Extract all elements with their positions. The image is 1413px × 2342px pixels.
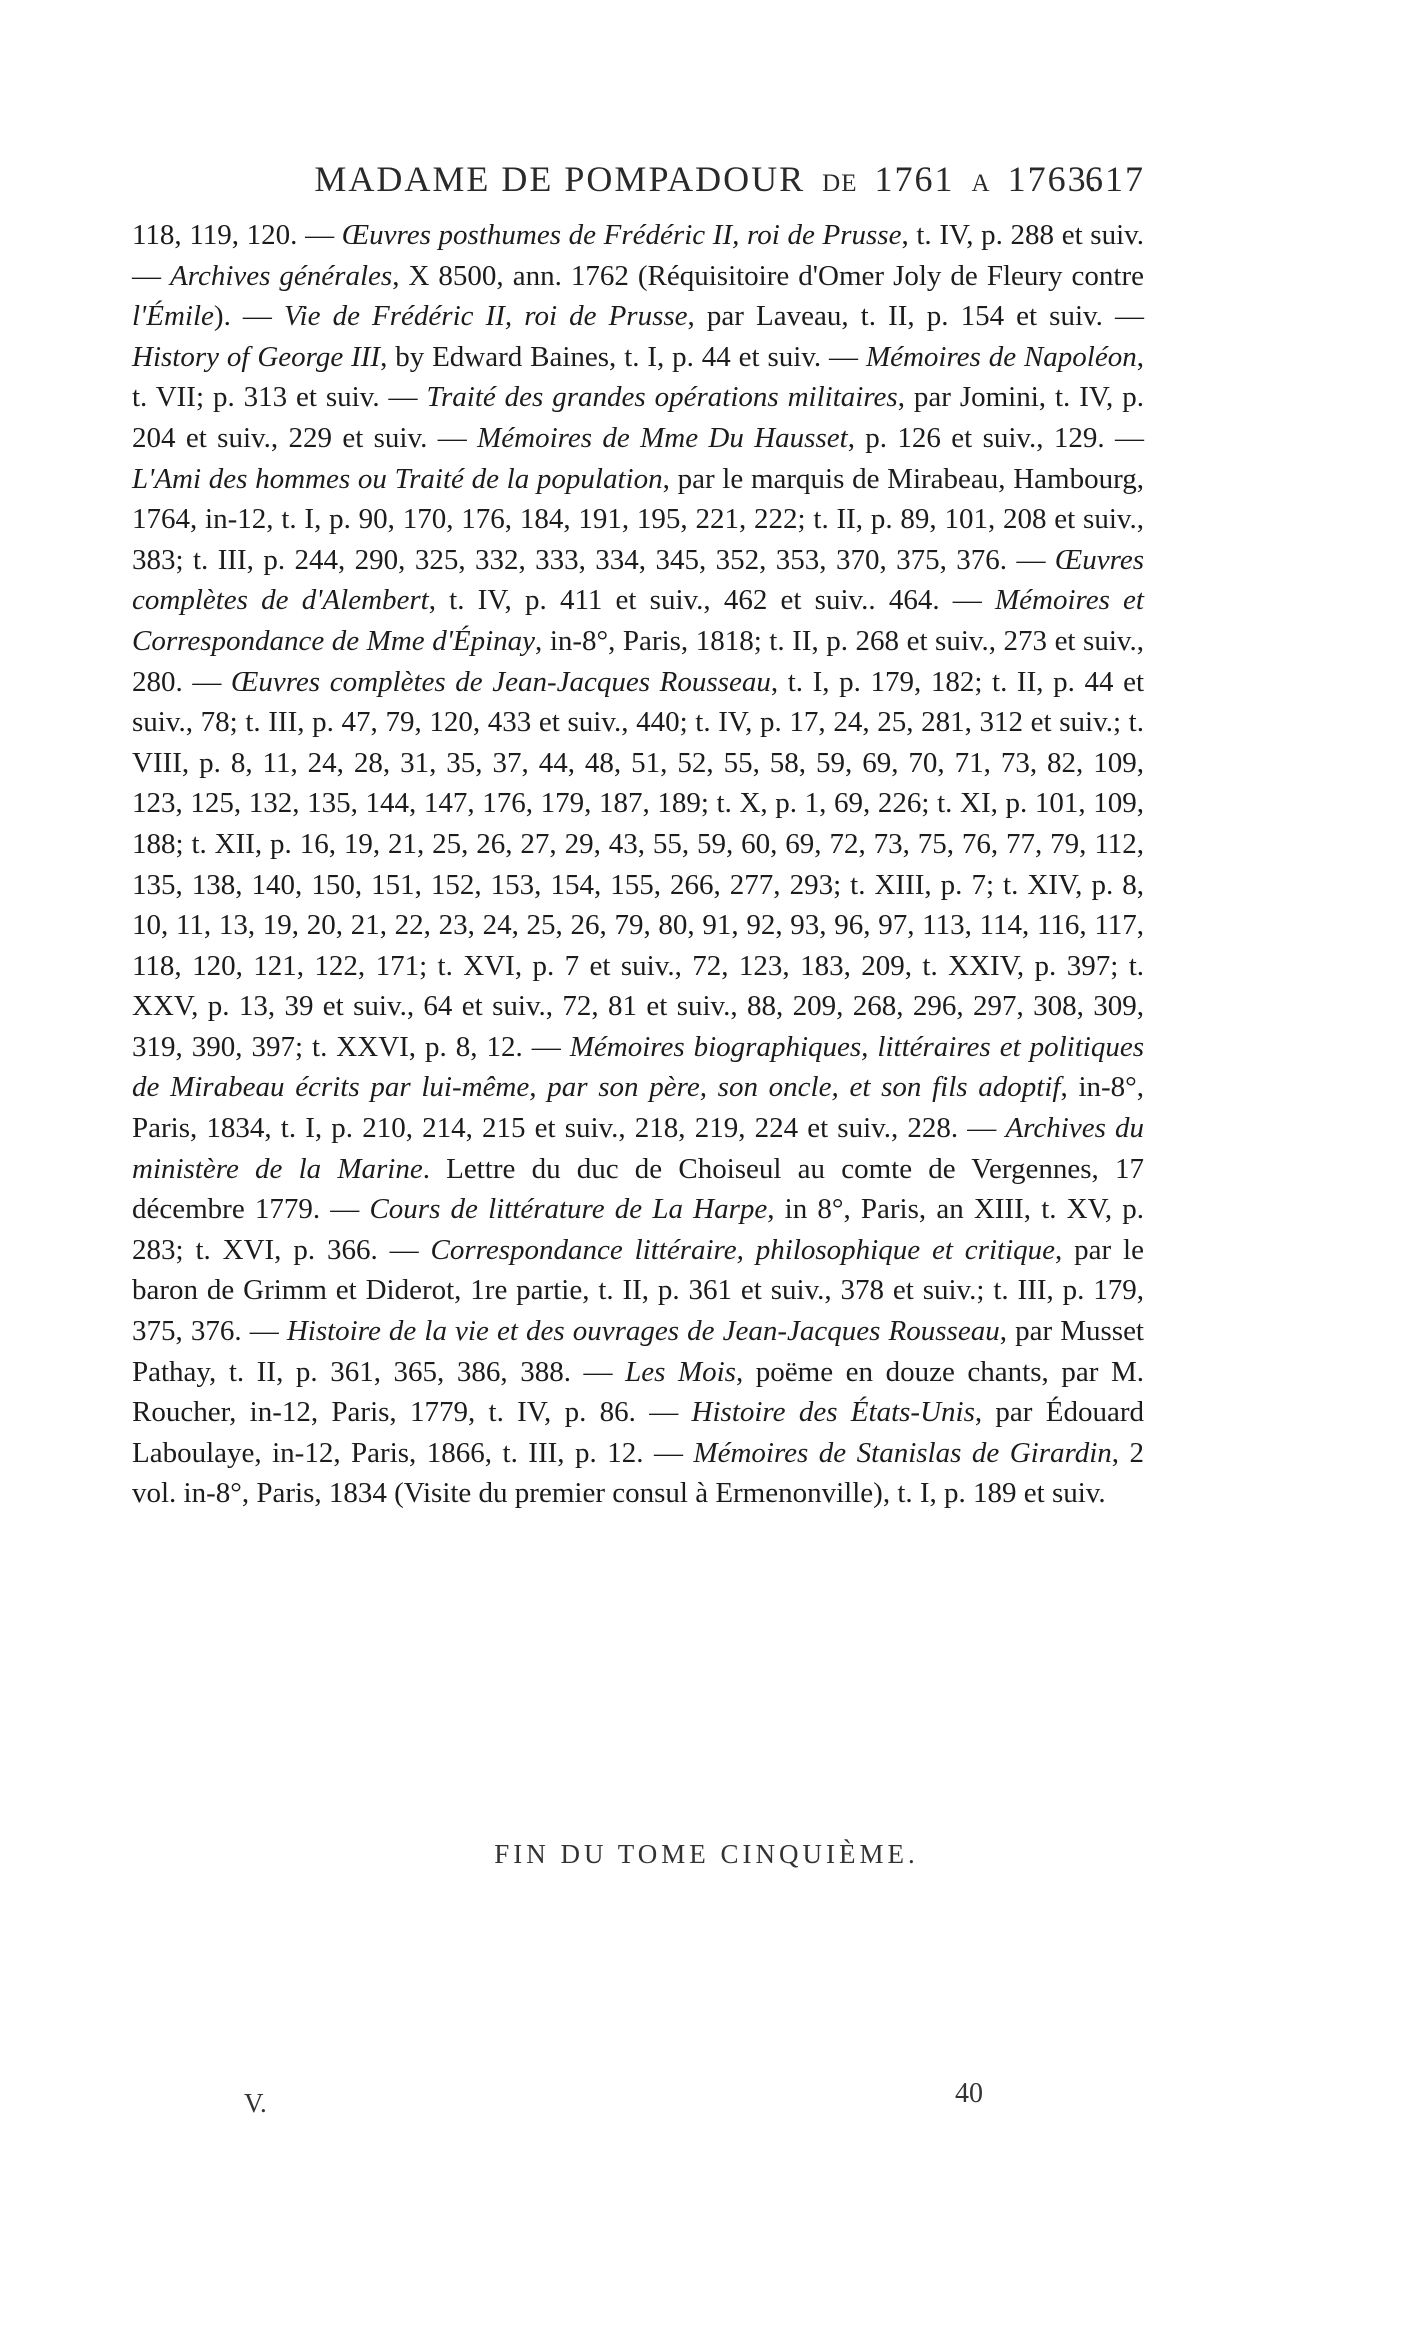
work-title: Mémoires biographiques, littéraires et politiques de Mirabeau écrits par lui-même, par son père, son oncle, et son fils adoptif: [132, 1030, 1145, 1104]
work-title: Archives générales: [170, 259, 393, 292]
work-title: Œuvres complètes de Jean-Jacques Rousseau: [230, 665, 771, 698]
citation-text: , by Edward Baines, t. I, p. 44 et suiv. —: [380, 340, 866, 373]
running-head-year-from: 1761: [874, 159, 955, 199]
running-head-year-to: 1763.: [1007, 159, 1099, 199]
running-head-de: DE: [822, 170, 858, 197]
citation-text: , par Musset Pathay, t. II, p. 361, 365, 386, 388. —: [132, 1315, 1144, 1388]
work-title: Archives du ministère de la Marine: [132, 1112, 1144, 1185]
signature-mark-left: V.: [244, 2088, 267, 2118]
work-title: l'Émile: [132, 300, 214, 333]
citation-text: , in-8°, Paris, 1818; t. II, p. 268 et suiv., 273 et suiv., 280. —: [132, 624, 1144, 698]
citation-text: , in-8°, Paris, 1834, t. I, p. 210, 214, 215 et suiv., 218, 219, 224 et suiv., 228. —: [132, 1071, 1145, 1145]
citation-text: , t. IV, p. 288 et suiv. —: [132, 219, 1144, 292]
work-title: Mémoires et Correspondance de Mme d'Épinay: [132, 584, 1144, 657]
end-of-volume: FIN DU TOME CINQUIÈME.: [494, 1839, 919, 1869]
citation-text: , par le baron de Grimm et Diderot, 1re partie, t. II, p. 361 et suiv., 378 et suiv.; t. III, p. 179, 375, 376. —: [132, 1233, 1144, 1348]
citation-text: , t. IV, p. 411 et suiv., 462 et suiv.. 464. —: [428, 584, 995, 617]
work-title: Cours de littérature de La Harpe: [369, 1193, 768, 1226]
citation-text: , p. 126 et suiv., 129. —: [847, 421, 1145, 454]
citation-text: . Lettre du duc de Choiseul au comte de Vergennes, 17 décembre 1779. —: [132, 1152, 1144, 1226]
citation-text: , par Laveau, t. II, p. 154 et suiv. —: [687, 300, 1144, 333]
citation-text: , X 8500, ann. 1762 (Réquisitoire d'Omer Joly de Fleury contre: [392, 259, 1145, 292]
citation-text: 118, 119, 120. —: [132, 219, 342, 251]
citation-text: , 2 vol. in-8°, Paris, 1834 (Visite du premier consul à Ermenonville), t. I, p. 189 et suiv.: [132, 1436, 1144, 1510]
running-head: [0, 158, 1413, 200]
running-head-a: A: [971, 170, 991, 197]
citation-text: , t. VII; p. 313 et suiv. —: [132, 340, 1144, 414]
work-title: Mémoires de Mme Du Hausset: [477, 421, 848, 454]
citation-text: , t. I, p. 179, 182; t. II, p. 44 et suiv., 78; t. III, p. 47, 79, 120, 433 et suiv., 440; t. IV, p. 17, 24, 25, 281, 312 et suiv.; t. VIII, p. 8, 11, 24, 28, 31, 35, 37, 44, 48, 51, 52, 55, 58, 59, 69, 70, 71, 73, 82, 109, 123, 125, 132, 135, 144, 147, 176, 179, 187, 189; t. X, p. 1, 69, 226; t. XI, p. 101, 109, 188; t. XII, p. 16, 19, 21, 25, 26, 27, 29, 43, 55, 59, 60, 69, 72, 73, 75, 76, 77, 79, 112, 135, 138, 140, 150, 151, 152, 153, 154, 155, 266, 277, 293; t. XIII, p. 7; t. XIV, p. 8, 10, 11, 13, 19, 20, 21, 22, 23, 24, 25, 26, 79, 80, 91, 92, 93, 96, 97, 113, 114, 116, 117, 118, 120, 121, 122, 171; t. XVI, p. 7 et suiv., 72, 123, 183, 209, t. XXIV, p. 397; t. XXV, p. 13, 39 et suiv., 64 et suiv., 72, 81 et suiv., 88, 209, 268, 296, 297, 308, 309, 319, 390, 397; t. XXVI, p. 8, 12. —: [132, 665, 1145, 1063]
work-title: Œuvres complètes de d'Alembert: [132, 543, 1144, 617]
work-title: Traité des grandes opérations militaires: [426, 381, 898, 414]
work-title: Mémoires de Stanislas de Girardin: [693, 1436, 1112, 1469]
bibliography-paragraph: [132, 215, 1144, 1514]
work-title: History of George III: [132, 340, 381, 373]
citation-text: , in 8°, Paris, an XIII, t. XV, p. 283; t. XVI, p. 366. —: [132, 1193, 1144, 1266]
citation-text: , par Jomini, t. IV, p. 204 et suiv., 229 et suiv. —: [132, 381, 1144, 454]
page-number: 617: [1085, 159, 1145, 199]
work-title: Les Mois: [625, 1355, 736, 1388]
work-title: Vie de Frédéric II, roi de Prusse: [284, 300, 688, 333]
signature-mark-right: 40: [955, 2078, 983, 2109]
work-title: Histoire des États-Unis: [691, 1396, 975, 1429]
bibliography-text: [132, 215, 1144, 1514]
citation-text: , poëme en douze chants, par M. Roucher, in-12, Paris, 1779, t. IV, p. 86. —: [132, 1355, 1144, 1429]
work-title: Œuvres posthumes de Frédéric II, roi de Prusse: [341, 219, 902, 251]
running-head-title: MADAME DE POMPADOUR: [314, 159, 806, 199]
citation-text: , par Édouard Laboulaye, in-12, Paris, 1866, t. III, p. 12. —: [132, 1396, 1145, 1469]
work-title: Histoire de la vie et des ouvrages de Jean-Jacques Rousseau: [286, 1315, 1000, 1348]
citation-text: , par le marquis de Mirabeau, Hambourg, 1764, in-12, t. I, p. 90, 170, 176, 184, 191, 195, 221, 222; t. II, p. 89, 101, 208 et suiv., 383; t. III, p. 244, 290, 325, 332, 333, 334, 345, 352, 353, 370, 375, 376. —: [132, 462, 1144, 576]
work-title: Correspondance littéraire, philosophique et critique: [430, 1233, 1055, 1266]
citation-text: ). —: [213, 300, 284, 333]
work-title: Mémoires de Napoléon: [865, 340, 1137, 373]
work-title: L'Ami des hommes ou Traité de la population: [132, 462, 663, 495]
